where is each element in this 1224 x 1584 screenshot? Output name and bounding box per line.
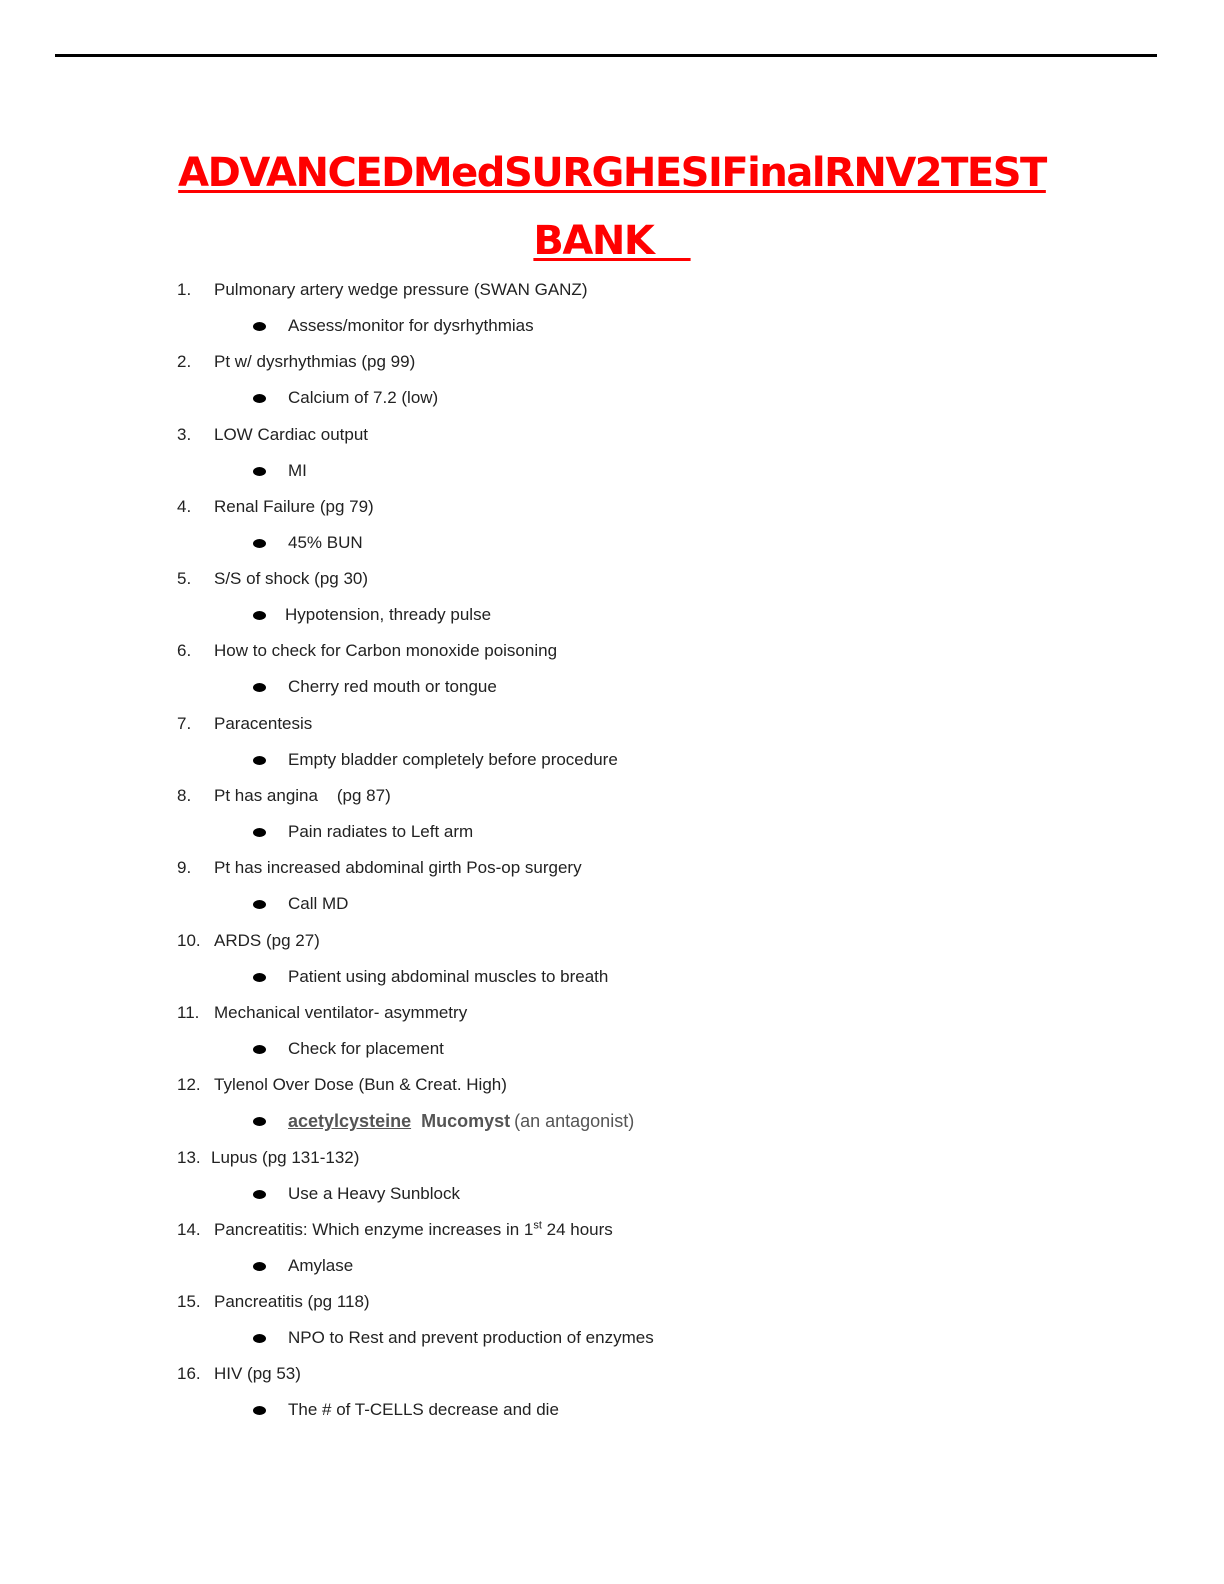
item-question: HIV (pg 53) xyxy=(214,1364,301,1384)
list-item xyxy=(0,565,1224,637)
item-answer: Cherry red mouth or tongue xyxy=(288,677,497,697)
bullet-icon xyxy=(253,1117,266,1126)
header-rule xyxy=(55,54,1157,57)
item-question: Tylenol Over Dose (Bun & Creat. High) xyxy=(214,1075,507,1095)
item-answer: The # of T-CELLS decrease and die xyxy=(288,1400,559,1420)
item-question: Renal Failure (pg 79) xyxy=(214,496,374,516)
list-item xyxy=(0,493,1224,565)
item-number: 12. xyxy=(177,1075,201,1095)
item-answer xyxy=(288,1107,634,1136)
list-item xyxy=(0,348,1224,420)
list-item xyxy=(0,1288,1224,1360)
item-answer: Pain radiates to Left arm xyxy=(288,822,474,842)
item-question: Pt w/ dysrhythmias (pg 99) xyxy=(214,352,416,372)
item-question: How to check for Carbon monoxide poisoning xyxy=(214,641,558,661)
list-item xyxy=(0,276,1224,348)
item-number: 11. xyxy=(177,1002,200,1022)
list-item xyxy=(0,927,1224,999)
bullet-icon xyxy=(253,1262,266,1271)
list-item xyxy=(0,854,1224,926)
item-answer: Hypotension, thready pulse xyxy=(285,605,492,625)
bullet-icon xyxy=(253,611,266,620)
item-number: 1. xyxy=(177,280,192,299)
item-number: 6. xyxy=(177,641,192,661)
bullet-icon xyxy=(253,1334,266,1343)
drug-note: (an antagonist) xyxy=(514,1111,635,1132)
bullet-icon xyxy=(253,322,266,331)
item-question-superscript: st xyxy=(533,1219,542,1232)
bullet-icon xyxy=(253,467,266,476)
item-question: LOW Cardiac output xyxy=(214,424,369,444)
item-question-part1: Pancreatitis: Which enzyme increases in 1 xyxy=(214,1219,534,1239)
item-number: 13. xyxy=(177,1147,201,1167)
item-question xyxy=(214,1216,613,1244)
item-number: 5. xyxy=(177,569,192,589)
item-question: Pulmonary artery wedge pressure (SWAN GANZ) xyxy=(214,280,588,299)
item-question: Pt has angina (pg 87) xyxy=(214,786,391,806)
list-item xyxy=(0,999,1224,1071)
item-number: 9. xyxy=(177,858,192,878)
item-answer: Use a Heavy Sunblock xyxy=(288,1183,460,1203)
item-question: S/S of shock (pg 30) xyxy=(214,569,369,589)
item-number: 7. xyxy=(177,713,192,733)
drug-name-generic: acetylcysteine xyxy=(288,1111,412,1132)
bullet-icon xyxy=(253,756,266,765)
item-number: 3. xyxy=(177,424,192,444)
list-item xyxy=(0,782,1224,854)
item-answer: Call MD xyxy=(288,894,349,914)
bullet-icon xyxy=(253,973,266,982)
item-number: 4. xyxy=(177,496,192,516)
item-number: 16. xyxy=(177,1364,201,1384)
list-item xyxy=(0,1144,1224,1216)
bullet-icon xyxy=(253,900,266,909)
bullet-icon xyxy=(253,394,266,403)
bullet-icon xyxy=(253,1190,266,1199)
item-question: Pt has increased abdominal girth Pos-op surgery xyxy=(214,858,582,878)
item-number: 15. xyxy=(177,1292,201,1312)
item-answer: Patient using abdominal muscles to breath xyxy=(288,966,609,986)
item-answer: Assess/monitor for dysrhythmias xyxy=(288,316,534,335)
bullet-icon xyxy=(253,1045,266,1054)
list-item xyxy=(0,1071,1224,1143)
item-question: Lupus (pg 131-132) xyxy=(211,1147,360,1167)
item-number: 8. xyxy=(177,786,192,806)
list-item xyxy=(0,637,1224,709)
item-answer: Calcium of 7.2 (low) xyxy=(288,388,439,408)
list-item xyxy=(0,1360,1224,1432)
list-item xyxy=(0,1216,1224,1288)
item-answer: 45% BUN xyxy=(288,532,363,552)
item-question: ARDS (pg 27) xyxy=(214,930,320,950)
list-item xyxy=(0,421,1224,493)
bullet-icon xyxy=(253,539,266,548)
item-question: Pancreatitis (pg 118) xyxy=(214,1292,370,1312)
item-question: Mechanical ventilator- asymmetry xyxy=(214,1002,468,1022)
drug-name-brand: Mucomyst xyxy=(421,1111,511,1132)
item-number: 10. xyxy=(177,930,201,950)
item-answer: Check for placement xyxy=(288,1038,444,1058)
item-answer: Amylase xyxy=(288,1255,354,1275)
item-number: 14. xyxy=(177,1219,201,1239)
bullet-icon xyxy=(253,1406,266,1415)
bullet-icon xyxy=(253,828,266,837)
document-title-line2: BANK xyxy=(533,218,691,264)
document-title-line1: ADVANCEDMedSURGHESIFinalRNV2TEST xyxy=(178,150,1046,196)
item-number: 2. xyxy=(177,352,192,372)
item-question-part2: 24 hours xyxy=(541,1219,613,1239)
item-answer: MI xyxy=(288,460,307,480)
list-item xyxy=(0,710,1224,782)
item-question: Paracentesis xyxy=(214,713,313,733)
question-list xyxy=(0,276,1224,1433)
bullet-icon xyxy=(253,683,266,692)
item-answer: NPO to Rest and prevent production of enzymes xyxy=(288,1328,654,1348)
item-answer: Empty bladder completely before procedure xyxy=(288,749,618,769)
